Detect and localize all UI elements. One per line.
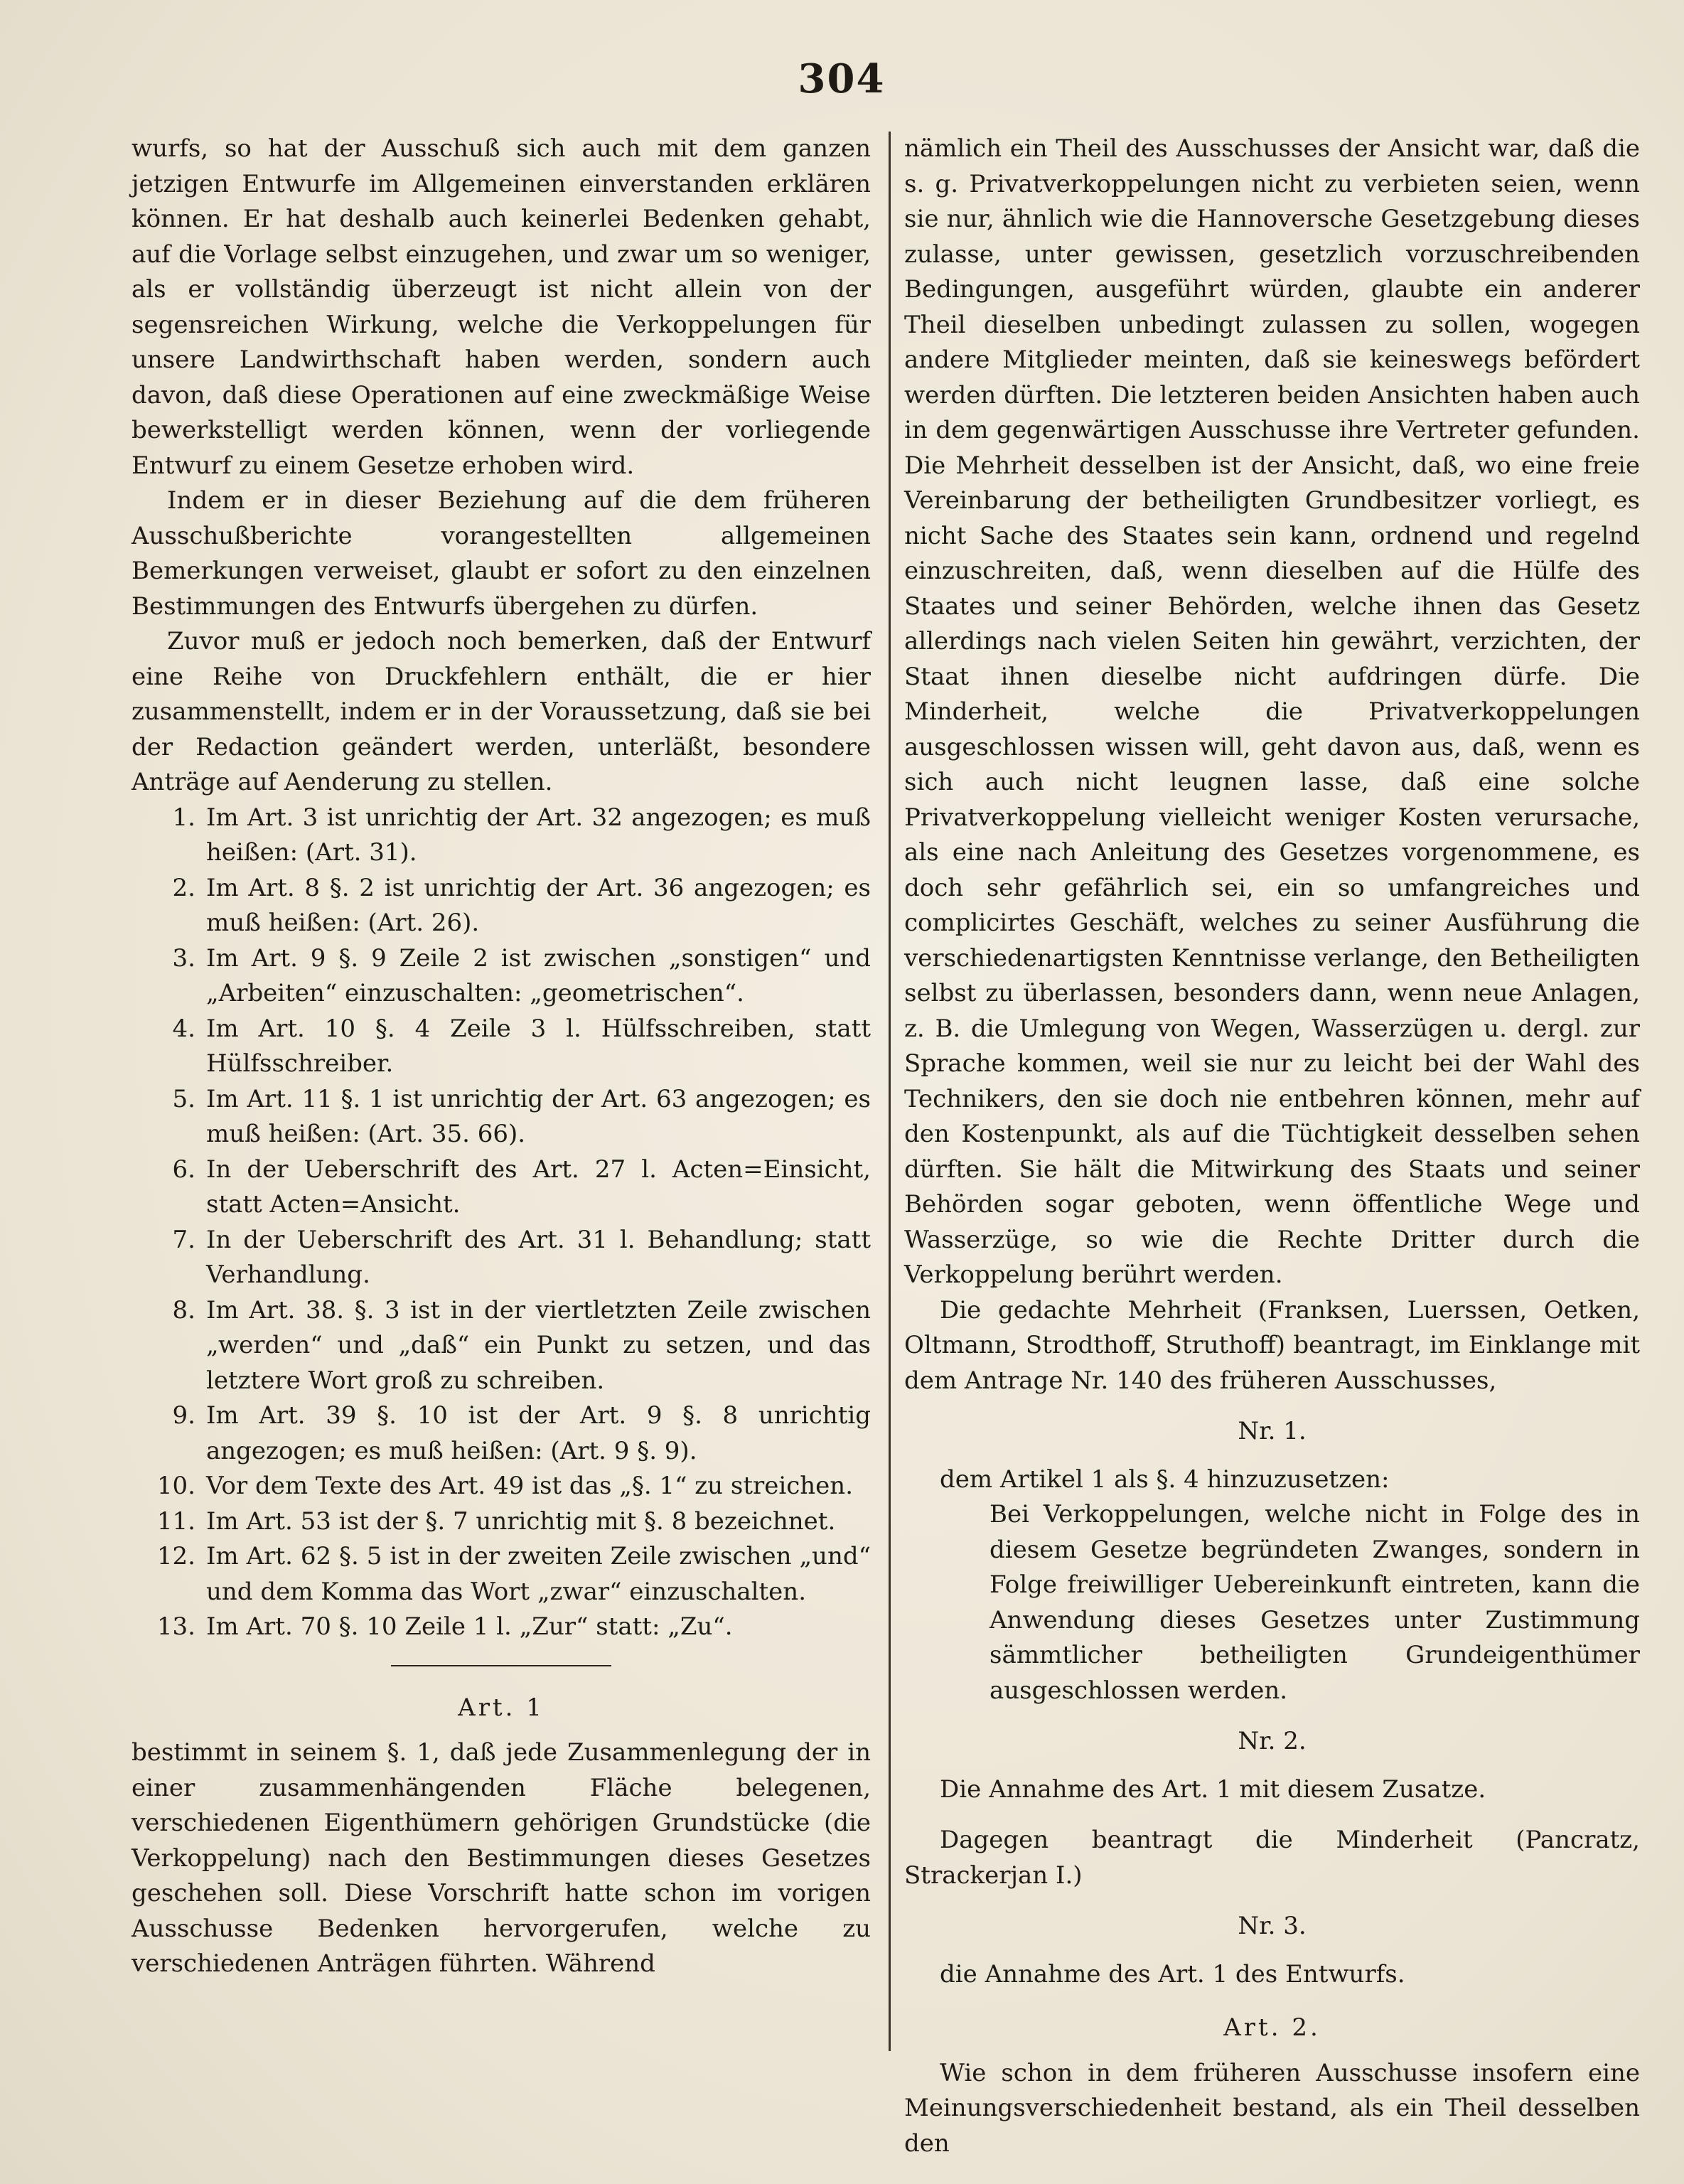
- item-text: Im Art. 62 §. 5 ist in der zweiten Zeile zwischen „und“ und dem Komma das Wort „zwar“ einzuschalten.: [206, 1542, 871, 1606]
- item-number: 2.: [172, 873, 195, 902]
- list-item: [132, 941, 871, 1012]
- item-text: Im Art. 38. §. 3 ist in der viertletzten Zeile zwischen „werden“ und „daß“ ein Punkt zu setzen, und das letztere Wort groß zu schreiben.: [206, 1295, 871, 1395]
- list-item: [132, 1223, 871, 1293]
- item-number: 10.: [156, 1472, 195, 1500]
- item-text: Im Art. 10 §. 4 Zeile 3 l. Hülfsschreiben, statt Hülfsschreiber.: [206, 1014, 871, 1078]
- majority-paragraph: Die gedachte Mehrheit (Franksen, Luerssen, Oetken, Oltmann, Strodthoff, Struthoff) beantragt, im Einklange mit dem Antrage Nr. 140 des früheren Ausschusses,: [904, 1295, 1640, 1395]
- page-number: 304: [798, 55, 886, 102]
- list-item: [132, 1539, 871, 1610]
- list-item: [132, 1398, 871, 1469]
- column-divider: [889, 132, 891, 2051]
- item-text: Im Art. 70 §. 10 Zeile 1 l. „Zur“ statt: „Zu“.: [206, 1612, 733, 1641]
- item-number: 13.: [156, 1612, 195, 1641]
- reference-paragraph: Indem er in dieser Beziehung auf die dem früheren Ausschußberichte vorangestellten allgemeinen Bemerkungen verweiset, glaubt er sofort zu den einzelnen Bestimmungen des Entwurfs übergehen zu dürfen.: [132, 486, 871, 621]
- item-number: 4.: [172, 1014, 195, 1043]
- item-number: 5.: [172, 1084, 195, 1113]
- item-text: Im Art. 8 §. 2 ist unrichtig der Art. 36 angezogen; es muß heißen: (Art. 26).: [206, 873, 871, 937]
- list-item: [132, 801, 871, 871]
- item-text: Im Art. 39 §. 10 ist der Art. 9 §. 8 unrichtig angezogen; es muß heißen: (Art. 9 §. 9).: [206, 1401, 871, 1465]
- left-column: [132, 132, 871, 1982]
- item-text: Im Art. 53 ist der §. 7 unrichtig mit §. 8 bezeichnet.: [206, 1506, 836, 1536]
- art2-paragraph: Wie schon in dem früheren Ausschusse insofern eine Meinungsverschiedenheit bestand, als ein Theil desselben den: [904, 2058, 1640, 2158]
- corrections-list: [132, 801, 871, 1645]
- list-item: [132, 1610, 871, 1645]
- item-number: 6.: [172, 1155, 195, 1184]
- nr3-heading: Nr. 3.: [1238, 1912, 1307, 1940]
- item-number: 11.: [156, 1506, 195, 1536]
- intro-paragraph: wurfs, so hat der Ausschuß sich auch mit dem ganzen jetzigen Entwurfe im Allgemeinen einverstanden erklären können. Er hat deshalb auch keinerlei Bedenken gehabt, auf die Vorlage selbst einzugehen, und zwar um so weniger, als er vollständig überzeugt ist nicht allein von der segensreichen Wirkung, welche die Verkoppelungen für unsere Landwirthschaft haben werden, sondern auch davon, daß diese Operationen auf eine zweckmäßige Weise bewerkstelligt werden können, wenn der vorliegende Entwurf zu einem Gesetze erhoben wird.: [132, 134, 871, 480]
- art2-heading: Art. 2.: [1223, 2013, 1321, 2042]
- nr1-text: Bei Verkoppelungen, welche nicht in Folge des in diesem Gesetze begründeten Zwanges, sondern in Folge freiwilliger Uebereinkunft eintreten, kann die Anwendung dieses Gesetzes unter Zustimmung sämmtlicher betheiligten Grundeigenthümer ausgeschlossen werden.: [990, 1500, 1640, 1705]
- item-text: In der Ueberschrift des Art. 27 l. Acten=Einsicht, statt Acten=Ansicht.: [206, 1155, 871, 1219]
- item-number: 9.: [172, 1401, 195, 1430]
- minority-text: Dagegen beantragt die Minderheit (Pancratz, Strackerjan I.): [904, 1826, 1640, 1890]
- opinions-paragraph: nämlich ein Theil des Ausschusses der Ansicht war, daß die s. g. Privatverkoppelungen nicht zu verbieten seien, wenn sie nur, ähnlich wie die Hannoversche Gesetzgebung dieses zulasse, unter gewissen, gesetzlich vorzuschreibenden Bedingungen, ausgeführt würden, glaubte ein anderer Theil dieselben unbedingt zulassen zu sollen, wogegen andere Mitglieder meinten, daß sie keineswegs befördert werden dürften. Die letzteren beiden Ansichten haben auch in dem gegenwärtigen Ausschusse ihre Vertreter gefunden. Die Mehrheit desselben ist der Ansicht, daß, wo eine freie Vereinbarung der betheiligten Grundbesitzer vorliegt, es nicht Sache des Staates sein kann, ordnend und regelnd einzuschreiten, daß, wenn dieselben auf die Hülfe des Staates und seiner Behörden, welche ihnen das Gesetz allerdings nach vielen Seiten hin gewährt, verzichten, der Staat ihnen dieselbe nicht aufdringen dürfe. Die Minderheit, welche die Privatverkoppelungen ausgeschlossen wissen will, geht davon aus, daß, wenn es sich auch nicht leugnen lasse, daß eine solche Privatverkoppelung vielleicht weniger Kosten verursache, als eine nach Anleitung des Gesetzes vorgenommene, es doch sehr gefährlich sei, ein so umfangreiches und complicirtes Geschäft, welches zu seiner Ausführung die verschiedenartigsten Kenntnisse verlange, den Betheiligten selbst zu überlassen, besonders dann, wenn neue Anlagen, z. B. die Umlegung von Wegen, Wasserzügen u. dergl. zur Sprache kommen, weil sie nur zu leicht bei der Wahl des Technikers, den sie doch nie entbehren können, mehr auf den Kostenpunkt, als auf die Tüchtigkeit desselben sehen dürften. Sie hält die Mitwirkung des Staats und seiner Behörden sogar geboten, wenn öffentliche Wege und Wasserzüge, so wie die Rechte Dritter durch die Verkoppelung berührt werden.: [904, 134, 1640, 1289]
- nr2-text: Die Annahme des Art. 1 mit diesem Zusatze.: [940, 1774, 1486, 1804]
- art1-paragraph: bestimmt in seinem §. 1, daß jede Zusammenlegung der in einer zusammenhängenden Fläche belegenen, verschiedenen Eigenthümern gehörigen Grundstücke (die Verkoppelung) nach den Bestimmungen dieses Gesetzes geschehen soll. Diese Vorschrift hatte schon im vorigen Ausschusse Bedenken hervorgerufen, welche zu verschiedenen Anträgen führten. Während: [132, 1738, 871, 1978]
- section-divider: [391, 1665, 611, 1666]
- item-number: 1.: [172, 803, 195, 832]
- item-number: 3.: [172, 943, 195, 973]
- item-text: Im Art. 9 §. 9 Zeile 2 ist zwischen „sonstigen“ und „Arbeiten“ einzuschalten: „geometrischen“.: [206, 943, 871, 1007]
- misprints-paragraph: Zuvor muß er jedoch noch bemerken, daß der Entwurf eine Reihe von Druckfehlern enthält, die er hier zusammenstellt, indem er in der Voraussetzung, daß sie bei der Redaction geändert werden, unterläßt, besondere Anträge auf Aenderung zu stellen.: [132, 627, 871, 796]
- list-item: [132, 871, 871, 941]
- list-item: [132, 1293, 871, 1399]
- list-item: [132, 1469, 871, 1504]
- item-text: In der Ueberschrift des Art. 31 l. Behandlung; statt Verhandlung.: [206, 1225, 871, 1289]
- list-item: [132, 1152, 871, 1223]
- list-item: [132, 1504, 871, 1540]
- item-number: 12.: [156, 1542, 195, 1570]
- list-item: [132, 1012, 871, 1082]
- nr1-heading: Nr. 1.: [1238, 1417, 1307, 1445]
- nr3-text: die Annahme des Art. 1 des Entwurfs.: [940, 1959, 1405, 1988]
- nr2-heading: Nr. 2.: [1238, 1727, 1307, 1755]
- item-text: Im Art. 3 ist unrichtig der Art. 32 angezogen; es muß heißen: (Art. 31).: [206, 803, 871, 867]
- item-text: Vor dem Texte des Art. 49 ist das „§. 1“ zu streichen.: [206, 1472, 853, 1500]
- art1-heading: Art. 1: [458, 1693, 545, 1722]
- list-item: [132, 1082, 871, 1152]
- nr1-intro: dem Artikel 1 als §. 4 hinzuzusetzen:: [940, 1465, 1390, 1494]
- right-column: [904, 132, 1640, 2161]
- item-text: Im Art. 11 §. 1 ist unrichtig der Art. 63 angezogen; es muß heißen: (Art. 35. 66).: [206, 1084, 871, 1148]
- item-number: 7.: [172, 1225, 195, 1254]
- item-number: 8.: [172, 1295, 195, 1324]
